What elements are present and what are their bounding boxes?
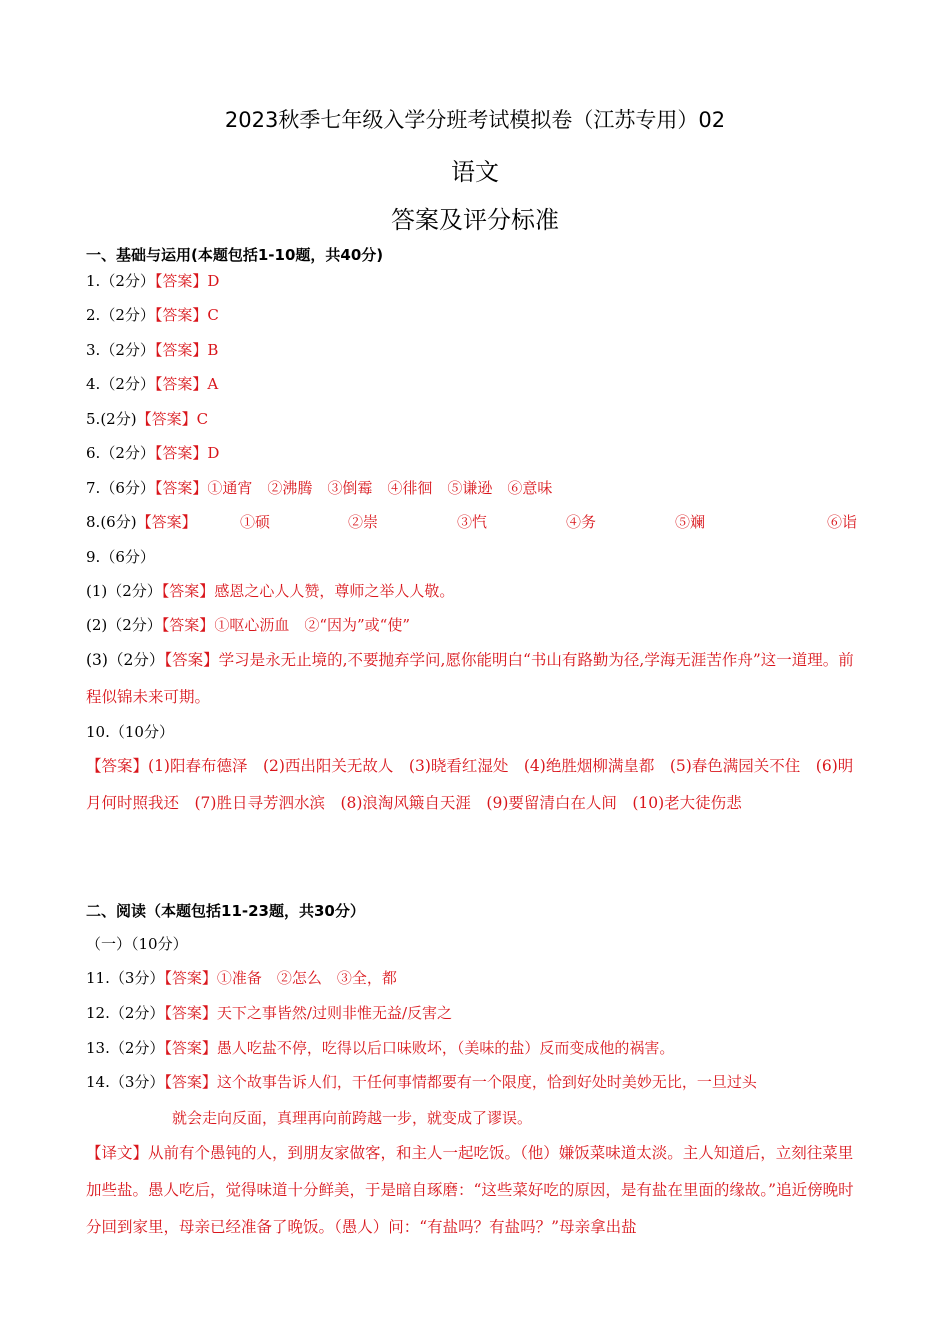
score: （6分）: [100, 548, 155, 566]
answer-item-3: [86, 340, 218, 360]
part1-heading: （一）（10分）: [86, 935, 188, 953]
question-number: 12.: [86, 1004, 110, 1022]
q10-answer: [86, 748, 862, 822]
answer-tag: 【答案】: [154, 306, 208, 324]
score: （2分）: [100, 341, 155, 359]
translation-tag: 【译文】: [86, 1144, 149, 1162]
answer-item-13: [86, 1038, 674, 1058]
answer-tag: 【答案】: [136, 410, 197, 428]
q8-answer-5: ⑤斓: [675, 513, 706, 531]
answer-tag: 【答案】: [161, 616, 215, 634]
answer-tag: 【答案】: [164, 1039, 217, 1057]
answer-item-6: [86, 443, 219, 463]
translation: [86, 1135, 862, 1246]
q8-answer-2: ②崇: [348, 513, 379, 531]
subject-title: 语文: [451, 158, 499, 186]
answer-value: 感恩之心人人赞，尊师之举人人敬。: [214, 582, 455, 600]
answer-value: C: [207, 306, 219, 324]
answer-value: (1)阳春布德泽 (2)西出阳关无故人 (3)晓看红湿处 (4)绝胜烟柳满皇都 (5)春色满园关不住 (6)明月何时照我还 (7)胜日寻芳泗水滨 (8)浪淘风簸自天涯 (9)要留清白在人间 (10)老大徒伤悲: [86, 757, 854, 812]
answer-value: A: [207, 375, 219, 393]
question-number: 13.: [86, 1039, 110, 1057]
answer-item-8: [86, 512, 197, 532]
score: (2分): [100, 410, 137, 428]
section1-heading: 一、基础与运用(本题包括1-10题，共40分): [86, 246, 384, 264]
part-number: (2): [86, 616, 108, 634]
answer-tag: 【答案】: [154, 341, 208, 359]
score: （2分）: [100, 444, 155, 462]
score: （2分）: [109, 1039, 165, 1057]
answer-item-1: [86, 271, 219, 291]
page-title: 2023秋季七年级入学分班考试模拟卷（江苏专用）02: [224, 108, 726, 132]
score: （10分）: [109, 723, 174, 741]
answer-tag: 【答案】: [161, 582, 215, 600]
answer-item-11: [86, 968, 397, 988]
score: （2分）: [100, 375, 155, 393]
q9-part-2: [86, 615, 410, 635]
answer-value: C: [196, 410, 209, 428]
answer-value: ①呕心沥血 ②“因为”或“使”: [214, 616, 410, 634]
answer-value: 愚人吃盐不停，吃得以后口味败坏，（美味的盐）反而变成他的祸害。: [216, 1039, 675, 1057]
answer-tag: 【答案】: [154, 479, 208, 497]
question-number: 2.: [86, 306, 101, 324]
answer-tag: 【答案】: [154, 375, 208, 393]
question-number: 11.: [86, 969, 110, 987]
question-number: 7.: [86, 479, 101, 497]
answer-tag: 【答案】: [164, 651, 219, 669]
question-number: 5.: [86, 410, 101, 428]
answer-value: 天下之事皆然/过则非惟无益/反害之: [216, 1004, 453, 1022]
score: （2分）: [100, 306, 155, 324]
answer-subtitle: 答案及评分标准: [391, 206, 559, 234]
answer-item-2: [86, 305, 219, 325]
part-number: (3): [86, 651, 108, 669]
answer-item-10: [86, 722, 174, 742]
question-number: 6.: [86, 444, 101, 462]
q8-answer-4: ④务: [566, 513, 597, 531]
question-number: 4.: [86, 375, 101, 393]
score: （2分）: [100, 272, 155, 290]
answer-value: B: [207, 341, 219, 359]
question-number: 8.: [86, 513, 101, 531]
answer-item-4: [86, 374, 218, 394]
answer-tag: 【答案】: [136, 513, 197, 531]
q9-part-1: [86, 581, 454, 601]
q8-answer-1: ①硕: [240, 513, 271, 531]
question-number: 9.: [86, 548, 101, 566]
q8-answer-3: ③忾: [457, 513, 488, 531]
score: （2分）: [107, 651, 165, 669]
score: （2分）: [109, 1004, 165, 1022]
answer-tag: 【答案】: [86, 757, 149, 775]
answer-tag: 【答案】: [164, 969, 217, 987]
answer-tag: 【答案】: [154, 444, 208, 462]
answer-tag: 【答案】: [164, 1073, 217, 1091]
answer-item-5: [86, 409, 208, 429]
q8-answer-6: ⑥诣: [827, 513, 858, 531]
score: （2分）: [107, 616, 162, 634]
answer-value: ①准备 ②怎么 ③全，都: [216, 969, 397, 987]
answer-item-7: [86, 478, 552, 498]
answer-value: ①通宵 ②沸腾 ③倒霉 ④徘徊 ⑤谦逊 ⑥意味: [207, 479, 553, 497]
q14-answer-continued: 就会走向反面，真理再向前跨越一步，就变成了谬误。: [172, 1109, 533, 1127]
answer-item-9: [86, 547, 155, 567]
answer-value: 学习是永无止境的,不要抛弃学问,愿你能明白“书山有路勤为径,学海无涯苦作舟”这一道理。前程似锦未来可期。: [86, 651, 854, 706]
answer-value: D: [207, 444, 220, 462]
question-number: 3.: [86, 341, 101, 359]
answer-item-14: [86, 1072, 757, 1092]
section2-heading: 二、阅读（本题包括11-23题，共30分）: [86, 902, 365, 920]
score: （3分）: [109, 1073, 165, 1091]
score: （6分）: [100, 479, 155, 497]
question-number: 1.: [86, 272, 101, 290]
question-number: 14.: [86, 1073, 110, 1091]
score: （3分）: [109, 969, 165, 987]
answer-value: D: [207, 272, 220, 290]
translation-text: 从前有个愚钝的人，到朋友家做客，和主人一起吃饭。（他）嫌饭菜味道太淡。主人知道后，立刻往菜里加些盐。愚人吃后，觉得味道十分鲜美，于是暗自琢磨：“这些菜好吃的原因，是有盐在里面的缘故。”追近傍晚时分回到家里，母亲已经准备了晚饭。（愚人）问：“有盐吗？有盐吗？”母亲拿出盐: [86, 1144, 854, 1236]
answer-tag: 【答案】: [164, 1004, 217, 1022]
answer-item-12: [86, 1003, 452, 1023]
answer-value: 这个故事告诉人们，干任何事情都要有一个限度，恰到好处时美妙无比，一旦过头: [216, 1073, 757, 1091]
score: （2分）: [107, 582, 162, 600]
question-number: 10.: [86, 723, 110, 741]
score: (6分): [100, 513, 137, 531]
q9-part-3: [86, 642, 862, 716]
answer-tag: 【答案】: [154, 272, 208, 290]
part-number: (1): [86, 582, 108, 600]
